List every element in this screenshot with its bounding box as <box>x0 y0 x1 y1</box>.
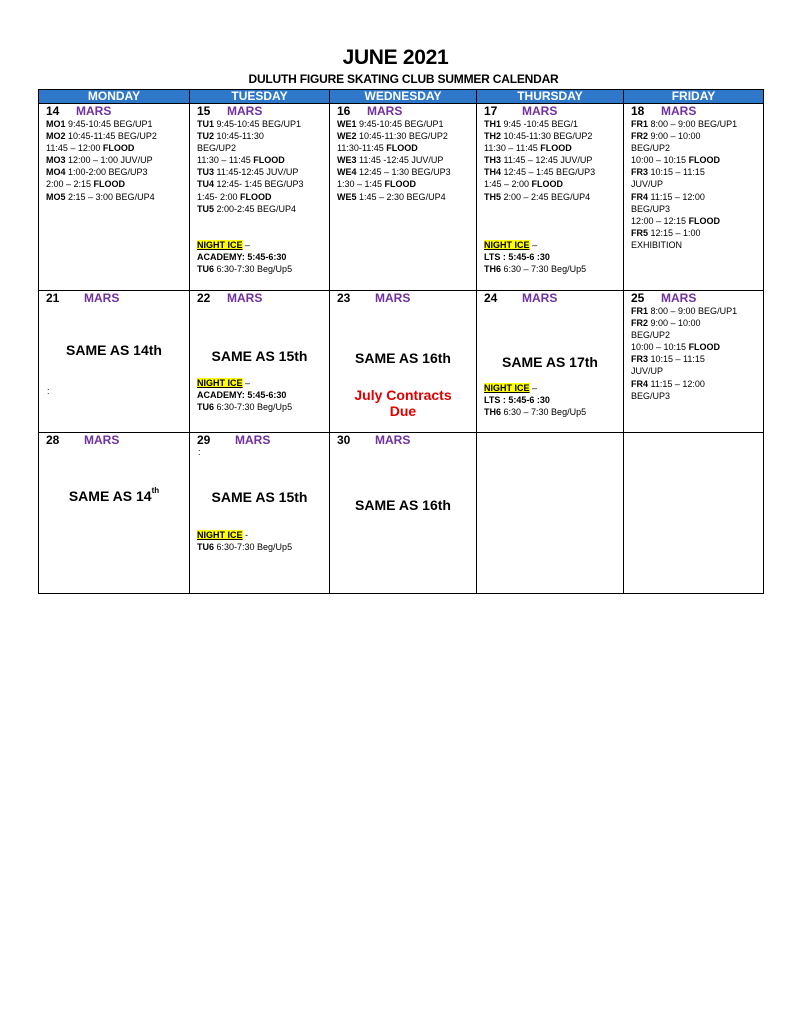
session-line: FR2 9:00 – 10:00 <box>631 131 701 142</box>
date-number: 21 <box>46 291 60 305</box>
same-as-note: SAME AS 15th <box>211 348 308 364</box>
lts-line: LTS : 5:45-6 :30 <box>484 251 550 262</box>
page-subtitle: DULUTH FIGURE SKATING CLUB SUMMER CALENDAR <box>248 72 559 86</box>
day-cell <box>330 291 477 433</box>
day-cell <box>39 433 190 594</box>
date-number: 18 <box>631 104 645 118</box>
venue-label: MARS <box>375 433 411 447</box>
day-cell-empty <box>477 433 624 594</box>
date-number: 24 <box>484 291 498 305</box>
contracts-line: July Contracts <box>354 387 452 403</box>
session-list <box>190 118 329 275</box>
session-list <box>477 118 623 275</box>
venue-label: MARS <box>367 104 403 118</box>
same-as-note: SAME AS 15th <box>211 489 308 505</box>
session-line: TU4 12:45- 1:45 BEG/UP3 <box>197 179 304 190</box>
same-as-note: SAME AS 14th <box>66 342 162 358</box>
venue-label: MARS <box>227 291 263 305</box>
date-number: 14 <box>46 104 60 118</box>
session-line: FR4 11:15 – 12:00 <box>631 191 705 202</box>
same-as-note: SAME AS 16th <box>355 350 451 366</box>
day-cell <box>477 291 624 433</box>
flood-line: 2:00 – 2:15 FLOOD <box>46 179 126 190</box>
session-line: TU6 6:30-7:30 Beg/Up5 <box>197 263 293 274</box>
session-line: JUV/UP <box>631 366 664 377</box>
session-list <box>39 118 189 203</box>
day-cell <box>330 104 477 291</box>
night-ice-line: NIGHT ICE – <box>197 239 251 250</box>
session-line: FR5 12:15 – 1:00 <box>631 227 701 238</box>
session-line: TU6 6:30-7:30 Beg/Up5 <box>197 402 293 413</box>
day-cell <box>39 104 190 291</box>
night-ice-line: NIGHT ICE - <box>197 530 249 540</box>
day-header-thursday: THURSDAY <box>477 90 624 104</box>
session-line: JUV/UP <box>631 179 664 190</box>
same-as-note: SAME AS 14th <box>68 486 160 504</box>
flood-line: 11:30 – 11:45 FLOOD <box>484 143 572 154</box>
session-line: BEG/UP3 <box>631 203 671 214</box>
session-line: MO2 10:45-11:45 BEG/UP2 <box>46 131 157 142</box>
date-number: 23 <box>337 291 351 305</box>
venue-label: MARS <box>84 433 120 447</box>
session-list <box>330 118 476 203</box>
contracts-line: Due <box>389 403 417 419</box>
session-line: TH6 6:30 – 7:30 Beg/Up5 <box>484 407 587 418</box>
session-line: MO1 9:45-10:45 BEG/UP1 <box>46 119 153 129</box>
venue-label: MARS <box>661 291 697 305</box>
session-line: MO3 12:00 – 1:00 JUV/UP <box>46 155 153 166</box>
session-line: TH6 6:30 – 7:30 Beg/Up5 <box>484 263 587 274</box>
day-cell-empty <box>624 433 764 594</box>
flood-line: 1:45- 2:00 FLOOD <box>197 191 272 202</box>
session-line: FR3 10:15 – 11:15 <box>631 354 705 365</box>
date-number: 16 <box>337 104 351 118</box>
day-cell <box>330 433 477 594</box>
session-line: WE1 9:45-10:45 BEG/UP1 <box>337 119 444 129</box>
session-line: FR4 11:15 – 12:00 <box>631 378 705 389</box>
day-header-friday: FRIDAY <box>624 90 764 104</box>
session-line: TH1 9:45 -10:45 BEG/1 <box>484 119 579 129</box>
day-cell <box>477 104 624 291</box>
venue-label: MARS <box>522 291 558 305</box>
day-cell <box>190 433 330 594</box>
venue-label: MARS <box>76 104 112 118</box>
night-ice-label: NIGHT ICE <box>484 383 530 393</box>
night-ice-line: NIGHT ICE – <box>484 239 538 250</box>
venue-label: MARS <box>84 291 120 305</box>
session-line: MO4 1:00-2:00 BEG/UP3 <box>46 167 148 178</box>
session-line: BEG/UP2 <box>631 143 671 154</box>
day-header-tuesday: TUESDAY <box>190 90 330 104</box>
session-line: TU1 9:45-10:45 BEG/UP1 <box>197 119 302 129</box>
stray-colon: : <box>198 447 201 457</box>
session-list <box>477 382 586 418</box>
session-line: TU5 2:00-2:45 BEG/UP4 <box>197 203 297 214</box>
flood-line: 11:30-11:45 FLOOD <box>337 143 418 154</box>
night-ice-label: NIGHT ICE <box>197 530 243 540</box>
night-ice-line: NIGHT ICE – <box>484 383 538 393</box>
session-line: TH4 12:45 – 1:45 BEG/UP3 <box>484 167 596 178</box>
same-as-note: SAME AS 17th <box>502 354 598 370</box>
flood-line: 10:00 – 10:15 FLOOD <box>631 155 721 166</box>
date-number: 15 <box>197 104 211 118</box>
flood-line: 1:30 – 1:45 FLOOD <box>337 179 417 190</box>
date-number: 22 <box>197 291 211 305</box>
day-header-monday: MONDAY <box>39 90 190 104</box>
venue-label: MARS <box>375 291 411 305</box>
session-line: BEG/UP3 <box>631 390 671 401</box>
venue-label: MARS <box>227 104 263 118</box>
flood-line: 11:45 – 12:00 FLOOD <box>46 143 135 154</box>
day-cell <box>39 291 190 433</box>
night-ice-label: NIGHT ICE <box>197 239 243 250</box>
session-line: TH3 11:45 – 12:45 JUV/UP <box>484 155 593 166</box>
night-ice-line: NIGHT ICE – <box>197 378 251 388</box>
session-line: WE4 12:45 – 1:30 BEG/UP3 <box>337 167 451 178</box>
flood-line: 1:45 – 2:00 FLOOD <box>484 179 564 190</box>
date-number: 25 <box>631 291 645 305</box>
flood-line: 11:30 – 11:45 FLOOD <box>197 155 285 166</box>
page-title: JUNE 2021 <box>342 46 449 69</box>
day-cell <box>190 291 330 433</box>
session-line: BEG/UP2 <box>631 330 671 341</box>
academy-line: ACADEMY: 5:45-6:30 <box>197 251 287 262</box>
session-list <box>624 118 763 251</box>
night-ice-label: NIGHT ICE <box>484 239 530 250</box>
session-line: FR1 8:00 – 9:00 BEG/UP1 <box>631 306 738 316</box>
day-cell <box>190 104 330 291</box>
session-list <box>624 305 763 402</box>
night-ice-label: NIGHT ICE <box>197 378 243 388</box>
calendar-table <box>38 89 764 594</box>
academy-line: ACADEMY: 5:45-6:30 <box>197 390 287 401</box>
lts-line: LTS : 5:45-6 :30 <box>484 395 550 406</box>
session-line: TU6 6:30-7:30 Beg/Up5 <box>197 542 293 553</box>
contracts-due-note <box>330 387 476 419</box>
session-line: WE2 10:45-11:30 BEG/UP2 <box>337 131 448 142</box>
date-number: 17 <box>484 104 498 118</box>
day-header-wednesday: WEDNESDAY <box>330 90 477 104</box>
session-line: TH2 10:45-11:30 BEG/UP2 <box>484 131 593 142</box>
venue-label: MARS <box>522 104 558 118</box>
session-line: FR1 8:00 – 9:00 BEG/UP1 <box>631 119 738 129</box>
session-line: TU2 10:45-11:30 <box>197 131 264 142</box>
session-line: BEG/UP2 <box>197 143 237 154</box>
session-list <box>190 529 292 553</box>
flood-line: 10:00 – 10:15 FLOOD <box>631 342 721 353</box>
session-line: FR3 10:15 – 11:15 <box>631 167 705 178</box>
flood-line: 12:00 – 12:15 FLOOD <box>631 215 721 226</box>
venue-label: MARS <box>235 433 271 447</box>
session-line: WE5 1:45 – 2:30 BEG/UP4 <box>337 191 446 202</box>
session-list <box>190 377 292 413</box>
session-line: TU3 11:45-12:45 JUV/UP <box>197 167 299 178</box>
session-line: TH5 2:00 – 2:45 BEG/UP4 <box>484 191 591 202</box>
date-number: 29 <box>197 433 211 447</box>
day-cell <box>624 104 764 291</box>
date-number: 28 <box>46 433 60 447</box>
day-cell <box>624 291 764 433</box>
same-as-note: SAME AS 16th <box>355 497 451 513</box>
session-line: FR2 9:00 – 10:00 <box>631 318 701 329</box>
session-line: WE3 11:45 -12:45 JUV/UP <box>337 155 444 166</box>
venue-label: MARS <box>661 104 697 118</box>
session-line: MO5 2:15 – 3:00 BEG/UP4 <box>46 191 155 202</box>
date-number: 30 <box>337 433 351 447</box>
session-line: EXHIBITION <box>631 239 683 250</box>
stray-colon: : <box>47 386 50 396</box>
